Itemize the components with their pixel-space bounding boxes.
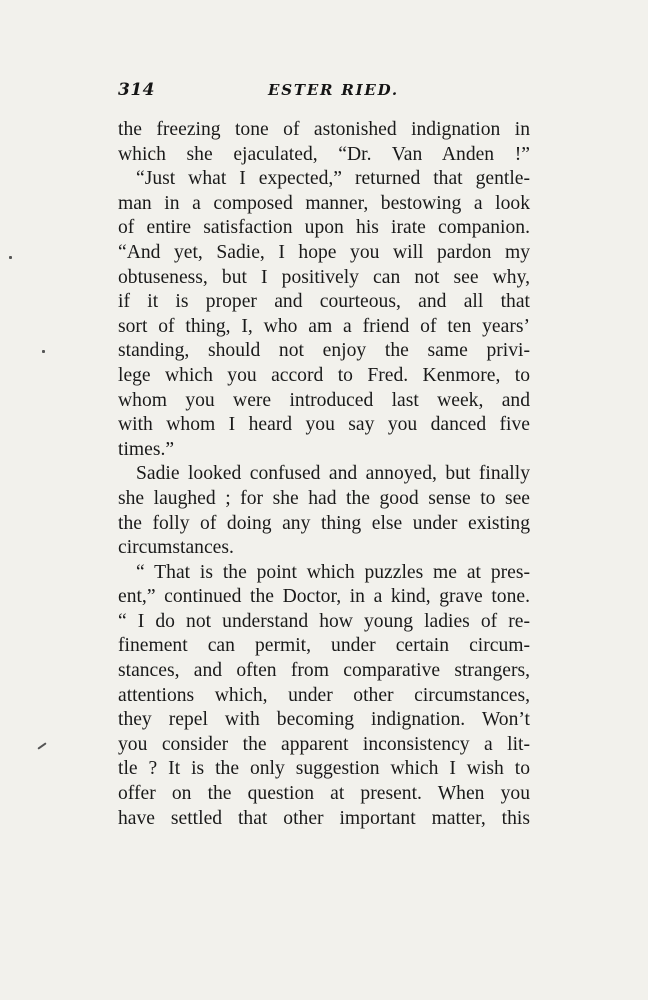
text-line: “And yet, Sadie, I hope you will pardon my [118,241,530,263]
text-line: obtuseness, but I positively can not see why, [118,266,530,288]
text-line: with whom I heard you say you danced five [118,414,530,436]
text-line: standing, should not enjoy the same privi- [118,340,530,362]
stray-mark [9,256,12,259]
text-line: have settled that other important matter, this [118,807,530,829]
text-line: ent,” continued the Doctor, in a kind, grave tone. [118,586,530,608]
text-line: “ I do not understand how young ladies of re- [118,610,530,632]
book-title: ESTER RIED. [268,81,399,99]
text-line: the freezing tone of astonished indignation in [118,119,530,140]
text-line: which she ejaculated, “Dr. Van Anden !” [118,143,530,165]
text-line: finement can permit, under certain circum- [118,635,530,657]
running-head [118,80,528,104]
text-line: attentions which, under other circumstances, [118,684,530,706]
text-line: whom you were introduced last week, and [118,389,530,411]
text-line: if it is proper and courteous, and all that [118,291,530,313]
text-line: lege which you accord to Fred. Kenmore, to [118,364,530,386]
text-line: “Just what I expected,” returned that gentle- [136,168,530,190]
text-line: of entire satisfaction upon his irate companion. [118,217,530,239]
page-number: 314 [118,80,155,100]
text-line: the folly of doing any thing else under existing [118,512,530,534]
text-line: “ That is the point which puzzles me at pres- [136,561,530,583]
body-text [118,118,530,831]
text-line: times.” [118,438,175,460]
text-line: she laughed ; for she had the good sense to see [118,487,530,509]
text-line: Sadie looked confused and annoyed, but finally [136,463,530,485]
text-line: offer on the question at present. When you [118,783,530,805]
text-line: tle ? It is the only suggestion which I wish to [118,758,530,780]
text-line: they repel with becoming indignation. Won’t [118,709,530,731]
text-line: circumstances. [118,537,234,559]
stray-mark [37,742,46,749]
stray-mark [42,350,45,353]
text-line: man in a composed manner, bestowing a look [118,192,530,214]
text-line: you consider the apparent inconsistency a lit- [118,733,530,755]
text-line: sort of thing, I, who am a friend of ten years’ [118,315,530,337]
text-line: stances, and often from comparative strangers, [118,660,530,682]
